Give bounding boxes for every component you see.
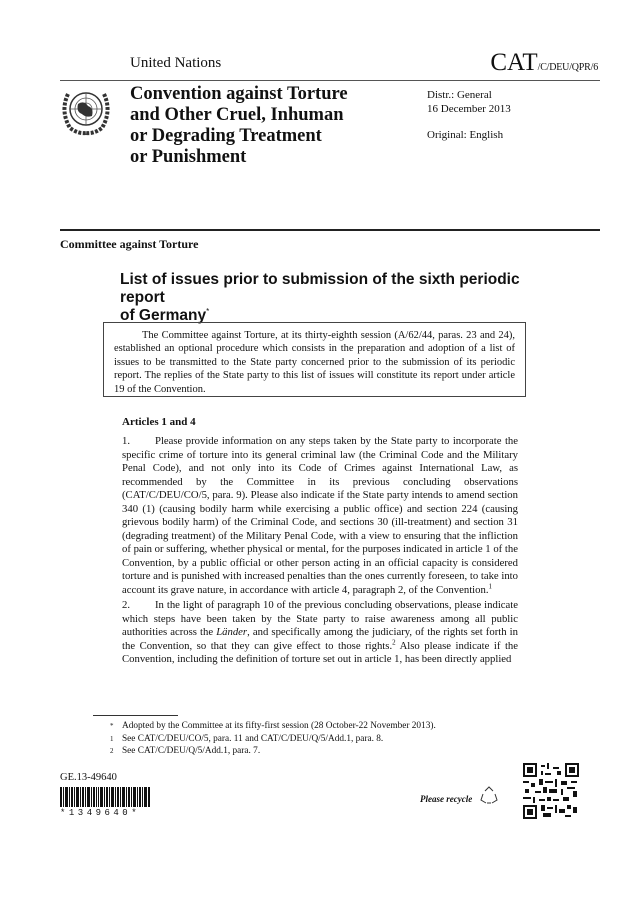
document-symbol <box>490 49 598 77</box>
original-language: Original: English <box>427 129 504 141</box>
symbol-main: CAT <box>490 49 538 76</box>
footnote: * Adopted by the Committee at its fifty-first session (28 October-22 November 2013). <box>110 721 436 731</box>
footnote: 2 See CAT/C/DEU/Q/5/Add.1, para. 7. <box>110 746 261 756</box>
recycle-text: Please recycle <box>420 794 473 804</box>
title-rule <box>60 229 600 231</box>
recycle-icon <box>478 785 500 807</box>
paragraph-1: 1. Please provide information on any steps taken by the State party to incorporate the specific crime of torture into its general criminal law (the Criminal Code and the Military Penal Code), and not only into its Code of Crimes against International Law, as recommended by the Committee in its previous concluding observations (CAT/C/DEU/CO/5, para. 9). Please also indicate if the State party intends to amend section 340 (1) (causing bodily harm while exercising a public office) and section 224 (causing grievous bodily harm) of the Criminal Code, and sections 30 (ill-treatment) and section 31 (degrading treatment) of the Military Penal Code, with a view to ensuring that the infliction of pain or suffering, whether physical or mental, for the purposes indicated in article 1 of the Convention, by a public official or other person acting in an official capacity is considered torture and is punished with increased penalties than the ones currently foreseen, to take into account its grave nature, in accordance with article 4, paragraph 2, of the Convention.$^1$ <box>122 435 518 596</box>
document-heading: List of issues prior to submission of the sixth periodic report of Germany* <box>120 271 520 324</box>
footnote: 1 See CAT/C/DEU/CO/5, para. 11 and CAT/C/DEU/Q/5/Add.1, para. 8. <box>110 734 384 744</box>
footnote-ref[interactable]: 1 <box>488 581 492 590</box>
job-number: GE.13-49640 <box>60 772 117 783</box>
header-rule <box>60 80 600 81</box>
committee-name: Committee against Torture <box>60 237 199 251</box>
convention-title: Convention against Torture and Other Cruel, Inhuman or Degrading Treatment or Punishment <box>130 84 348 167</box>
un-emblem-icon <box>58 86 114 136</box>
footnote-ref[interactable]: 2 <box>392 637 396 646</box>
section-title: Articles 1 and 4 <box>122 416 196 428</box>
distribution-info: Distr.: General 16 December 2013 <box>427 89 511 115</box>
footnote-rule <box>93 715 178 716</box>
qr-code-icon <box>523 763 579 819</box>
barcode-number: *1349640* <box>60 808 141 818</box>
symbol-sub: /C/DEU/QPR/6 <box>537 62 598 73</box>
org-name: United Nations <box>130 55 222 71</box>
intro-box: The Committee against Torture, at its thirty-eighth session (A/62/44, paras. 23 and 24), established an optional procedure which consists in the preparation and adoption of a list of issues to be transmitted to the State party concerned prior to the submission of its periodic report. The replies of the State party to this list of issues will constitute its report under article 19 of the Convention. <box>103 322 526 397</box>
barcode-icon <box>60 787 150 807</box>
footnote-marker[interactable]: * <box>206 306 210 316</box>
paragraph-2: 2. In the light of paragraph 10 of the previous concluding observations, please indicate which steps have been taken by the State party to raise awareness among all public authorities across the Länder, and specifically among the judiciary, of the rights set forth in the Convention, so that they can give effect to those rights.$^2$ Also please indicate if the Convention, including the definition of torture set out in article 1, has been directly applied <box>122 599 519 665</box>
